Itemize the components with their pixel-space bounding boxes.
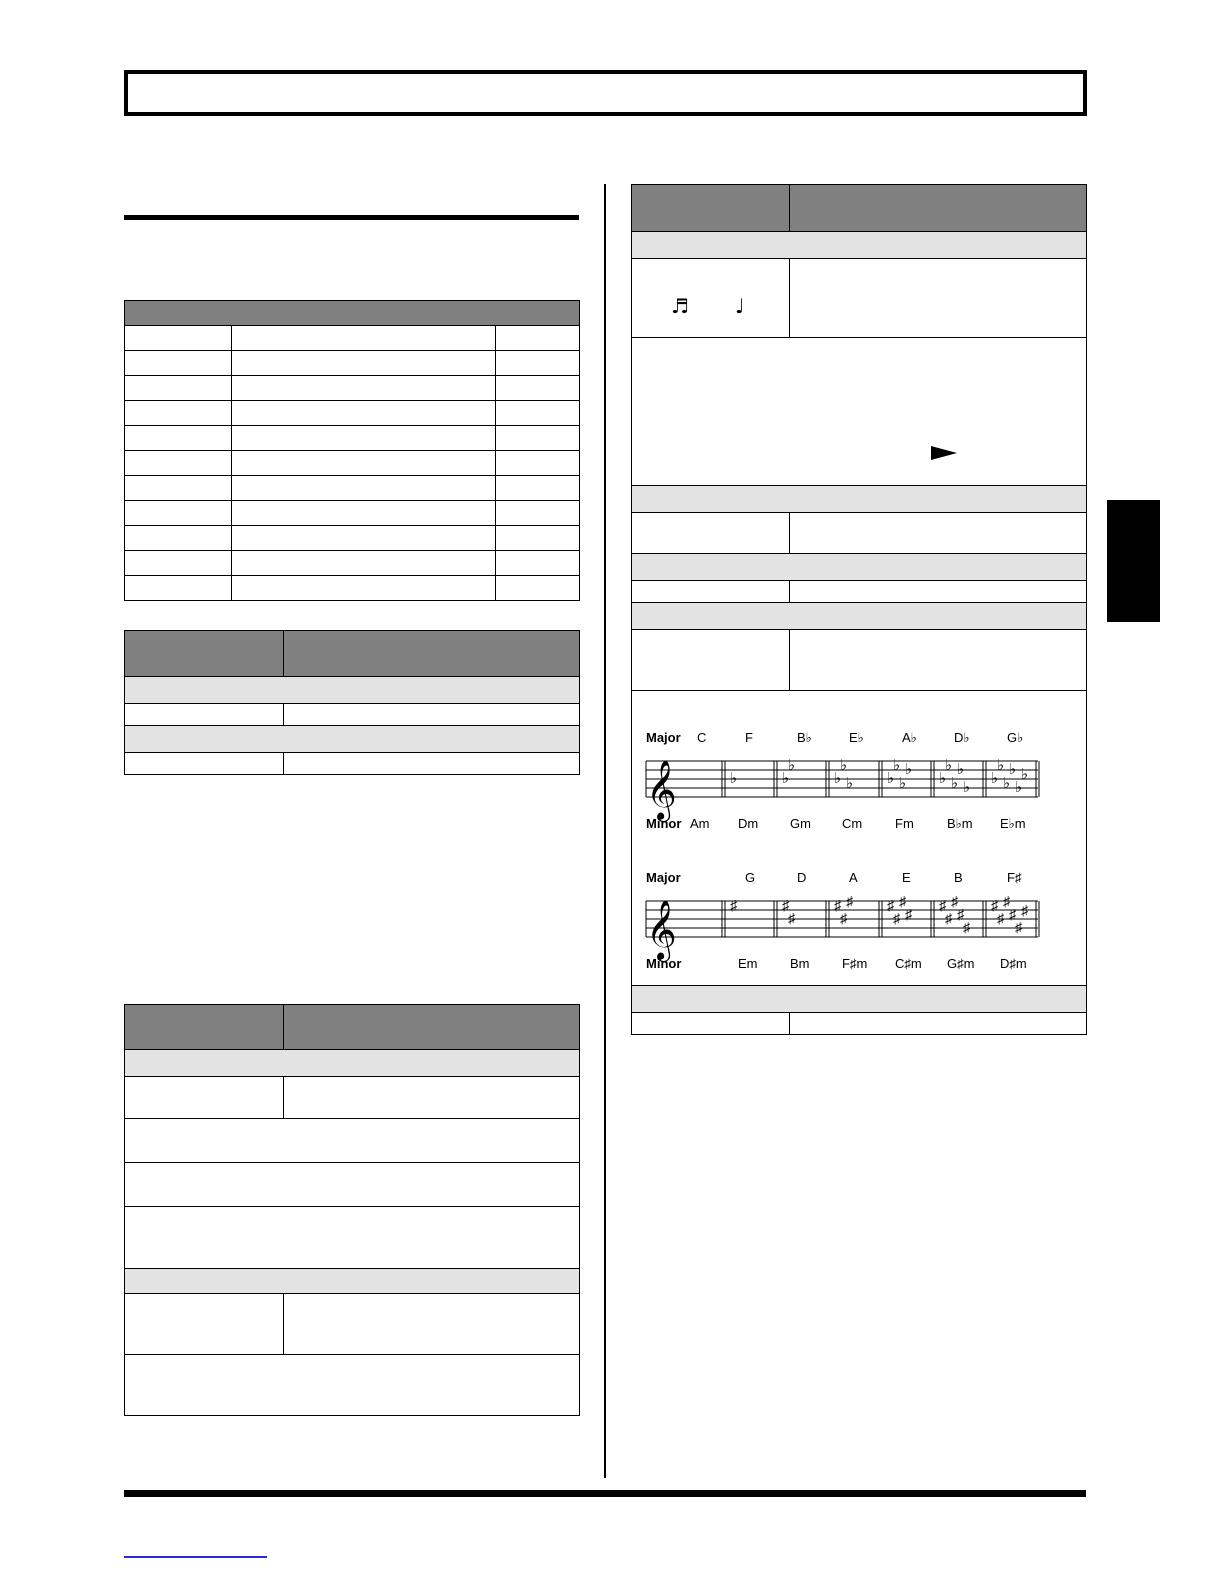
minor-key-label: Em bbox=[738, 956, 758, 971]
parameter-group-row bbox=[632, 603, 1087, 630]
major-key-label: G♭ bbox=[1007, 730, 1024, 745]
table-row bbox=[125, 476, 580, 501]
description-row bbox=[125, 1355, 580, 1416]
chapter-header-box bbox=[124, 70, 1087, 116]
quarter-note-icon: ♩ bbox=[735, 294, 745, 318]
major-key-label: A bbox=[849, 870, 858, 885]
sharp-sign-icon: ♯ bbox=[905, 906, 912, 922]
footer-link[interactable] bbox=[124, 1556, 267, 1558]
sharp-sign-icon: ♯ bbox=[893, 910, 900, 926]
table-row bbox=[125, 526, 580, 551]
parameter-setting-table bbox=[124, 630, 580, 775]
sharp-sign-icon: ♯ bbox=[1021, 902, 1028, 918]
description-row bbox=[125, 1119, 580, 1163]
parameter-group-row bbox=[125, 677, 580, 704]
table-row bbox=[125, 704, 580, 726]
chapter-side-tab bbox=[1107, 500, 1160, 622]
table-row bbox=[125, 426, 580, 451]
table-header bbox=[125, 301, 580, 326]
parameter-group-row bbox=[632, 486, 1087, 513]
major-key-label: B bbox=[954, 870, 963, 885]
sharp-sign-icon: ♯ bbox=[1009, 906, 1016, 922]
minor-key-label: Bm bbox=[790, 956, 810, 971]
parameter-setting-table-2 bbox=[124, 1004, 580, 1416]
table-row bbox=[125, 753, 580, 775]
treble-clef-icon: 𝄞 bbox=[646, 901, 677, 959]
flat-sign-icon: ♭ bbox=[1021, 766, 1029, 783]
column-header-parameter bbox=[125, 631, 284, 677]
sharp-sign-icon: ♯ bbox=[939, 897, 946, 913]
flat-sign-icon: ♭ bbox=[834, 770, 842, 787]
sharp-sign-icon: ♯ bbox=[846, 893, 853, 909]
flat-sign-icon: ♭ bbox=[945, 757, 953, 774]
table-row bbox=[125, 551, 580, 576]
sharp-sign-icon: ♯ bbox=[887, 897, 894, 913]
flat-sign-icon: ♭ bbox=[963, 779, 971, 796]
sharp-sign-icon: ♯ bbox=[991, 897, 998, 913]
major-key-label: F♯ bbox=[1007, 870, 1022, 885]
table-row bbox=[125, 501, 580, 526]
flat-sign-icon: ♭ bbox=[905, 761, 913, 778]
minor-key-label: Gm bbox=[790, 816, 811, 831]
minor-label: Minor bbox=[646, 956, 682, 971]
parameter-group-row bbox=[125, 1050, 580, 1077]
description-row bbox=[125, 1163, 580, 1207]
flat-sign-icon: ♭ bbox=[951, 775, 959, 792]
flat-sign-icon: ♭ bbox=[957, 761, 965, 778]
flat-sign-icon: ♭ bbox=[997, 757, 1005, 774]
major-label: Major bbox=[646, 870, 681, 885]
major-label: Major bbox=[646, 730, 681, 745]
flat-sign-icon: ♭ bbox=[1015, 779, 1023, 796]
flat-sign-icon: ♭ bbox=[788, 757, 796, 774]
sharp-sign-icon: ♯ bbox=[1015, 919, 1022, 935]
minor-key-label: E♭m bbox=[1000, 816, 1026, 831]
column-header-setting bbox=[284, 631, 580, 677]
flat-sign-icon: ♭ bbox=[887, 770, 895, 787]
parameter-group-row bbox=[632, 232, 1087, 259]
minor-key-label: Am bbox=[690, 816, 710, 831]
major-key-label: B♭ bbox=[797, 730, 812, 745]
description-row bbox=[125, 1207, 580, 1269]
key-signature-chart bbox=[632, 692, 1086, 987]
treble-clef-icon: 𝄞 bbox=[646, 761, 677, 819]
flat-sign-icon: ♭ bbox=[782, 770, 790, 787]
table-row bbox=[632, 1013, 1087, 1035]
major-key-label: D♭ bbox=[954, 730, 970, 745]
sharp-sign-icon: ♯ bbox=[834, 897, 841, 913]
table-row bbox=[125, 326, 580, 351]
table-row bbox=[632, 259, 1087, 338]
table-row bbox=[125, 1077, 580, 1119]
sharp-sign-icon: ♯ bbox=[730, 897, 737, 913]
minor-key-label: F♯m bbox=[842, 956, 868, 971]
minor-key-label: D♯m bbox=[1000, 956, 1027, 971]
major-key-label: F bbox=[745, 730, 753, 745]
minor-key-label: G♯m bbox=[947, 956, 975, 971]
table-row bbox=[632, 630, 1087, 691]
section-title-rule bbox=[124, 215, 579, 220]
sharp-sign-icon: ♯ bbox=[840, 910, 847, 926]
minor-label: Minor bbox=[646, 816, 682, 831]
table-row bbox=[125, 351, 580, 376]
flat-sign-icon: ♭ bbox=[991, 770, 999, 787]
major-key-label: E bbox=[902, 870, 911, 885]
minor-key-label: Dm bbox=[738, 816, 759, 831]
column-divider bbox=[604, 184, 606, 1478]
column-header-setting bbox=[790, 185, 1087, 232]
sharp-sign-icon: ♯ bbox=[782, 897, 789, 913]
column-header-setting bbox=[284, 1005, 580, 1050]
flat-sign-icon: ♭ bbox=[1009, 761, 1017, 778]
minor-key-label: Cm bbox=[842, 816, 863, 831]
parameter-group-row bbox=[125, 1269, 580, 1294]
major-key-label: A♭ bbox=[902, 730, 917, 745]
minor-key-label: Fm bbox=[895, 816, 914, 831]
table-row bbox=[125, 401, 580, 426]
major-key-label: E♭ bbox=[849, 730, 864, 745]
major-key-label: D bbox=[797, 870, 807, 885]
flat-sign-icon: ♭ bbox=[846, 775, 854, 792]
parameter-group-row bbox=[125, 726, 580, 753]
sharp-sign-icon: ♯ bbox=[963, 919, 970, 935]
sharp-sign-icon: ♯ bbox=[957, 906, 964, 922]
flat-sign-icon: ♭ bbox=[1003, 775, 1011, 792]
major-key-label: C bbox=[697, 730, 707, 745]
major-key-label: G bbox=[745, 870, 756, 885]
table-row bbox=[125, 576, 580, 601]
play-arrow-icon bbox=[931, 446, 957, 460]
flat-sign-icon: ♭ bbox=[939, 770, 947, 787]
parameter-group-row bbox=[632, 554, 1087, 581]
parameter-group-row bbox=[632, 986, 1087, 1013]
table-row bbox=[125, 376, 580, 401]
description-row bbox=[632, 338, 1087, 486]
table-row bbox=[632, 513, 1087, 554]
sharp-sign-icon: ♯ bbox=[899, 893, 906, 909]
sixteenth-note-icon: ♬ bbox=[671, 294, 689, 318]
flat-sign-icon: ♭ bbox=[840, 757, 848, 774]
flat-sign-icon: ♭ bbox=[730, 770, 738, 787]
minor-key-label: B♭m bbox=[947, 816, 973, 831]
column-header-parameter bbox=[125, 1005, 284, 1050]
sharp-sign-icon: ♯ bbox=[997, 910, 1004, 926]
sharp-sign-icon: ♯ bbox=[1003, 893, 1010, 909]
minor-key-label: C♯m bbox=[895, 956, 922, 971]
footer-rule bbox=[124, 1490, 1086, 1497]
table-row bbox=[125, 1294, 580, 1355]
flat-sign-icon: ♭ bbox=[899, 775, 907, 792]
parameter-list-table bbox=[124, 300, 580, 601]
column-header-parameter bbox=[632, 185, 790, 232]
sharp-sign-icon: ♯ bbox=[951, 893, 958, 909]
table-row bbox=[125, 451, 580, 476]
sharp-sign-icon: ♯ bbox=[945, 910, 952, 926]
table-row bbox=[632, 581, 1087, 603]
flat-sign-icon: ♭ bbox=[893, 757, 901, 774]
sharp-sign-icon: ♯ bbox=[788, 910, 795, 926]
